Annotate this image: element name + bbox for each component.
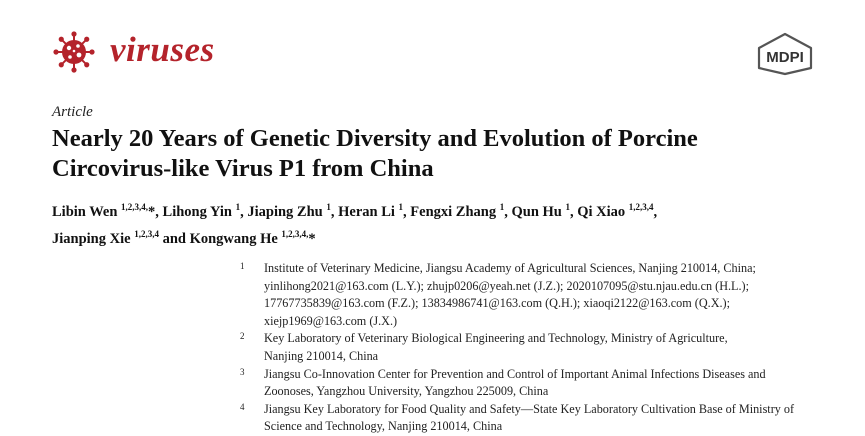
author-separator: , bbox=[403, 203, 411, 220]
author-name[interactable]: Fengxi Zhang bbox=[410, 203, 500, 220]
affiliation-number: 3 bbox=[240, 366, 245, 377]
author-separator: , bbox=[240, 203, 248, 220]
affiliation-line: Jiangsu Co-Innovation Center for Prevention and Control of Important Animal Infections Diseases and bbox=[264, 366, 766, 381]
affiliation-line: Zoonoses, Yangzhou University, Yangzhou 225009, China bbox=[264, 384, 549, 399]
affiliation-line: Institute of Veterinary Medicine, Jiangsu Academy of Agricultural Sciences, Nanjing 210014, China; bbox=[264, 261, 756, 275]
author-affiliation-marker: 1 bbox=[499, 202, 505, 212]
author-affiliation-marker: 1,2,3,4 bbox=[134, 228, 159, 239]
title-line: Nearly 20 Years of Genetic Diversity and Evolution of Porcine bbox=[52, 125, 698, 152]
author-name[interactable]: Lihong Yin bbox=[162, 203, 236, 220]
author-affiliation-marker: 1 bbox=[565, 202, 570, 212]
affiliation bbox=[236, 260, 846, 330]
author-affiliation-marker: 1 bbox=[326, 202, 331, 212]
affiliation-number: 4 bbox=[240, 401, 245, 412]
author-name[interactable]: Jianping Xie bbox=[52, 230, 135, 247]
corresponding-author-marker: * bbox=[308, 230, 316, 247]
affiliation-line: xiejp1969@163.com (J.X.) bbox=[264, 313, 398, 328]
author-affiliation-marker: 1,2,3,4 bbox=[628, 202, 654, 212]
affiliation-line: Jiangsu Key Laboratory for Food Quality and Safety—State Key Laboratory Cultivation Base of Ministry of bbox=[264, 401, 795, 416]
author-name[interactable]: Libin Wen bbox=[52, 203, 122, 220]
affiliation-line: Science and Technology, Nanjing 210014, China bbox=[264, 419, 503, 434]
author-name[interactable]: Qun Hu bbox=[511, 203, 566, 220]
affiliation bbox=[236, 330, 846, 365]
affiliation-line: yinlihong2021@163.com (L.Y.); zhujp0206@yeah.net (J.Z.); 2020107095@stu.njau.edu.cn (H.L.); bbox=[264, 278, 749, 293]
affiliation bbox=[236, 401, 846, 436]
affiliation bbox=[236, 366, 846, 401]
affiliation-number: 1 bbox=[240, 261, 245, 271]
corresponding-author-marker: * bbox=[148, 203, 156, 220]
author-separator: , bbox=[504, 203, 512, 220]
author-affiliation-marker: 1,2,3,4, bbox=[121, 202, 149, 212]
journal-name: viruses bbox=[110, 30, 215, 69]
author-separator: , bbox=[155, 203, 163, 220]
mdpi-logo-text: MDPI bbox=[766, 49, 804, 66]
author-list bbox=[52, 196, 842, 250]
affiliation-number: 2 bbox=[240, 331, 245, 342]
author-separator: , bbox=[330, 203, 339, 220]
virus-icon bbox=[52, 30, 96, 74]
author-separator: , bbox=[653, 203, 658, 220]
journal-header bbox=[52, 22, 812, 82]
article-type: Article bbox=[52, 104, 93, 120]
author-affiliation-marker: 1 bbox=[235, 202, 241, 212]
affiliation-line: Nanjing 210014, China bbox=[264, 348, 379, 363]
author-affiliation-marker: 1,2,3,4, bbox=[281, 228, 309, 239]
mdpi-logo bbox=[756, 32, 814, 76]
author-name[interactable]: Kongwang He bbox=[189, 230, 282, 247]
author-name[interactable]: Heran Li bbox=[338, 203, 399, 220]
author-separator: and bbox=[158, 230, 190, 247]
author-separator: , bbox=[569, 203, 578, 220]
affiliation-list bbox=[236, 260, 846, 436]
paper-title bbox=[52, 124, 832, 184]
title-line: Circovirus-like Virus P1 from China bbox=[52, 155, 434, 182]
author-name[interactable]: Qi Xiao bbox=[577, 203, 629, 220]
affiliation-line: 17767735839@163.com (F.Z.); 13834986741@163.com (Q.H.); xiaoqi2122@163.com (Q.X.); bbox=[264, 296, 730, 311]
author-affiliation-marker: 1 bbox=[398, 202, 404, 212]
author-name[interactable]: Jiaping Zhu bbox=[247, 203, 327, 220]
affiliation-line: Key Laboratory of Veterinary Biological Engineering and Technology, Ministry of Agriculture, bbox=[264, 331, 728, 346]
